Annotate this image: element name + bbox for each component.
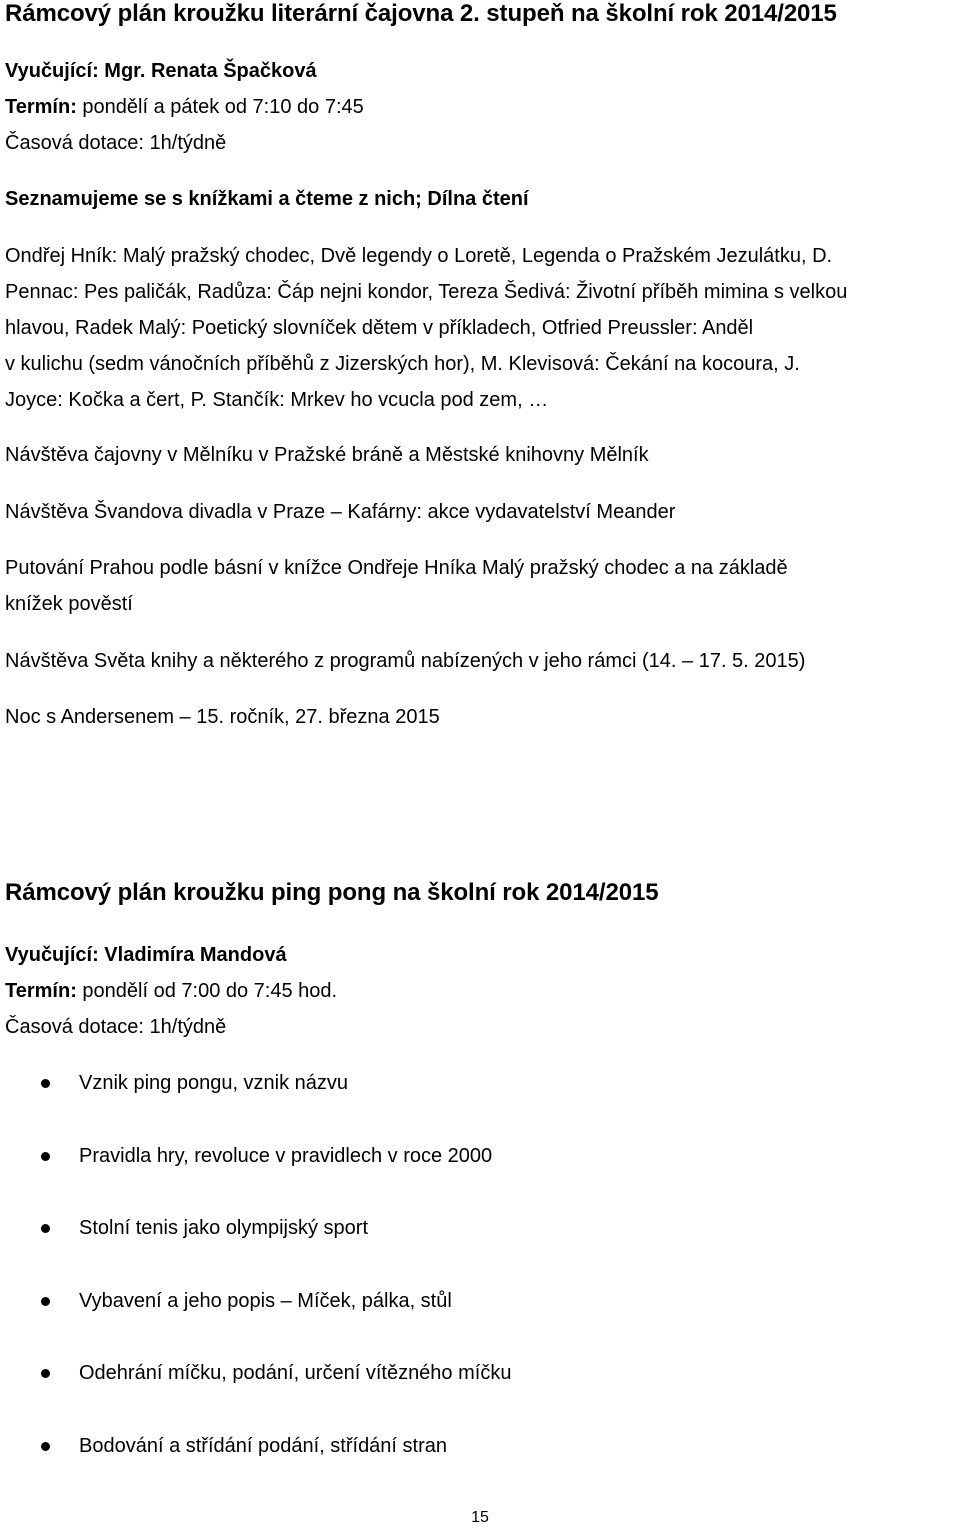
section2-title: Rámcový plán kroužku ping pong na školní rok 2014/2015 [5,879,659,906]
books-line: Joyce: Kočka a čert, P. Stančík: Mrkev ho vcucla pod zem, … [5,389,549,411]
term-label: Termín: [5,96,77,118]
term-label: Termín: [5,980,77,1002]
visit-theatre: Návštěva Švandova divadla v Praze – Kafárny: akce vydavatelství Meander [5,501,676,523]
bullet-icon [41,1079,50,1088]
list-item-text: Stolní tenis jako olympijský sport [79,1217,369,1239]
section2-hours: Časová dotace: 1h/týdně [5,1016,227,1038]
bullet-icon [41,1369,50,1378]
section1-subtitle: Seznamujeme se s knížkami a čteme z nich; Dílna čtení [5,188,529,210]
books-line: Ondřej Hník: Malý pražský chodec, Dvě legendy o Loretě, Legenda o Pražském Jezulátku, D. [5,245,833,267]
list-item-text: Pravidla hry, revoluce v pravidlech v roce 2000 [79,1144,493,1167]
teacher-label: Vyučující: [5,60,99,82]
walk-line: knížek pověstí [5,593,133,615]
section2-term [5,973,337,1009]
term-value: pondělí od 7:00 do 7:45 hod. [82,980,338,1002]
teacher-value: Mgr. Renata Špačková [104,60,317,82]
list-item-text: Vybavení a jeho popis – Míček, pálka, stůl [79,1289,452,1312]
visit-teahouse: Návštěva čajovny v Mělníku v Pražské bráně a Městské knihovny Mělník [5,444,649,466]
andersen-night: Noc s Andersenem – 15. ročník, 27. března 2015 [5,706,440,728]
books-line: Pennac: Pes paličák, Radůza: Čáp nejni kondor, Tereza Šedivá: Životní příběh mimina s velkou [5,281,848,303]
section1-term [5,89,364,125]
bullet-icon [41,1442,50,1451]
list-item-text: Vznik ping pongu, vznik názvu [79,1072,349,1094]
teacher-value: Vladimíra Mandová [104,944,287,966]
bullet-icon [41,1224,50,1233]
teacher-label: Vyučující: [5,944,99,966]
page-number: 15 [471,1509,489,1526]
walk-line: Putování Prahou podle básní v knížce Ondřeje Hníka Malý pražský chodec a na základě [5,557,788,579]
books-line: v kulichu (sedm vánočních příběhů z Jizerských hor), M. Klevisová: Čekání na kocoura, J. [5,353,800,375]
bullet-icon [41,1152,50,1161]
section2-teacher [5,937,287,973]
section1-teacher [5,53,317,89]
books-line: hlavou, Radek Malý: Poetický slovníček dětem v příkladech, Otfried Preussler: Anděl [5,317,754,339]
visit-book-fair: Návštěva Světa knihy a některého z programů nabízených v jeho rámci (14. – 17. 5. 2015) [5,650,806,672]
list-item-text: Bodování a střídání podání, střídání stran [79,1434,448,1457]
section1-hours: Časová dotace: 1h/týdně [5,132,227,154]
term-value: pondělí a pátek od 7:10 do 7:45 [82,96,364,118]
bullet-icon [41,1297,50,1306]
list-item-text: Odehrání míčku, podání, určení vítězného míčku [79,1362,512,1384]
section1-title: Rámcový plán kroužku literární čajovna 2. stupeň na školní rok 2014/2015 [5,0,837,27]
